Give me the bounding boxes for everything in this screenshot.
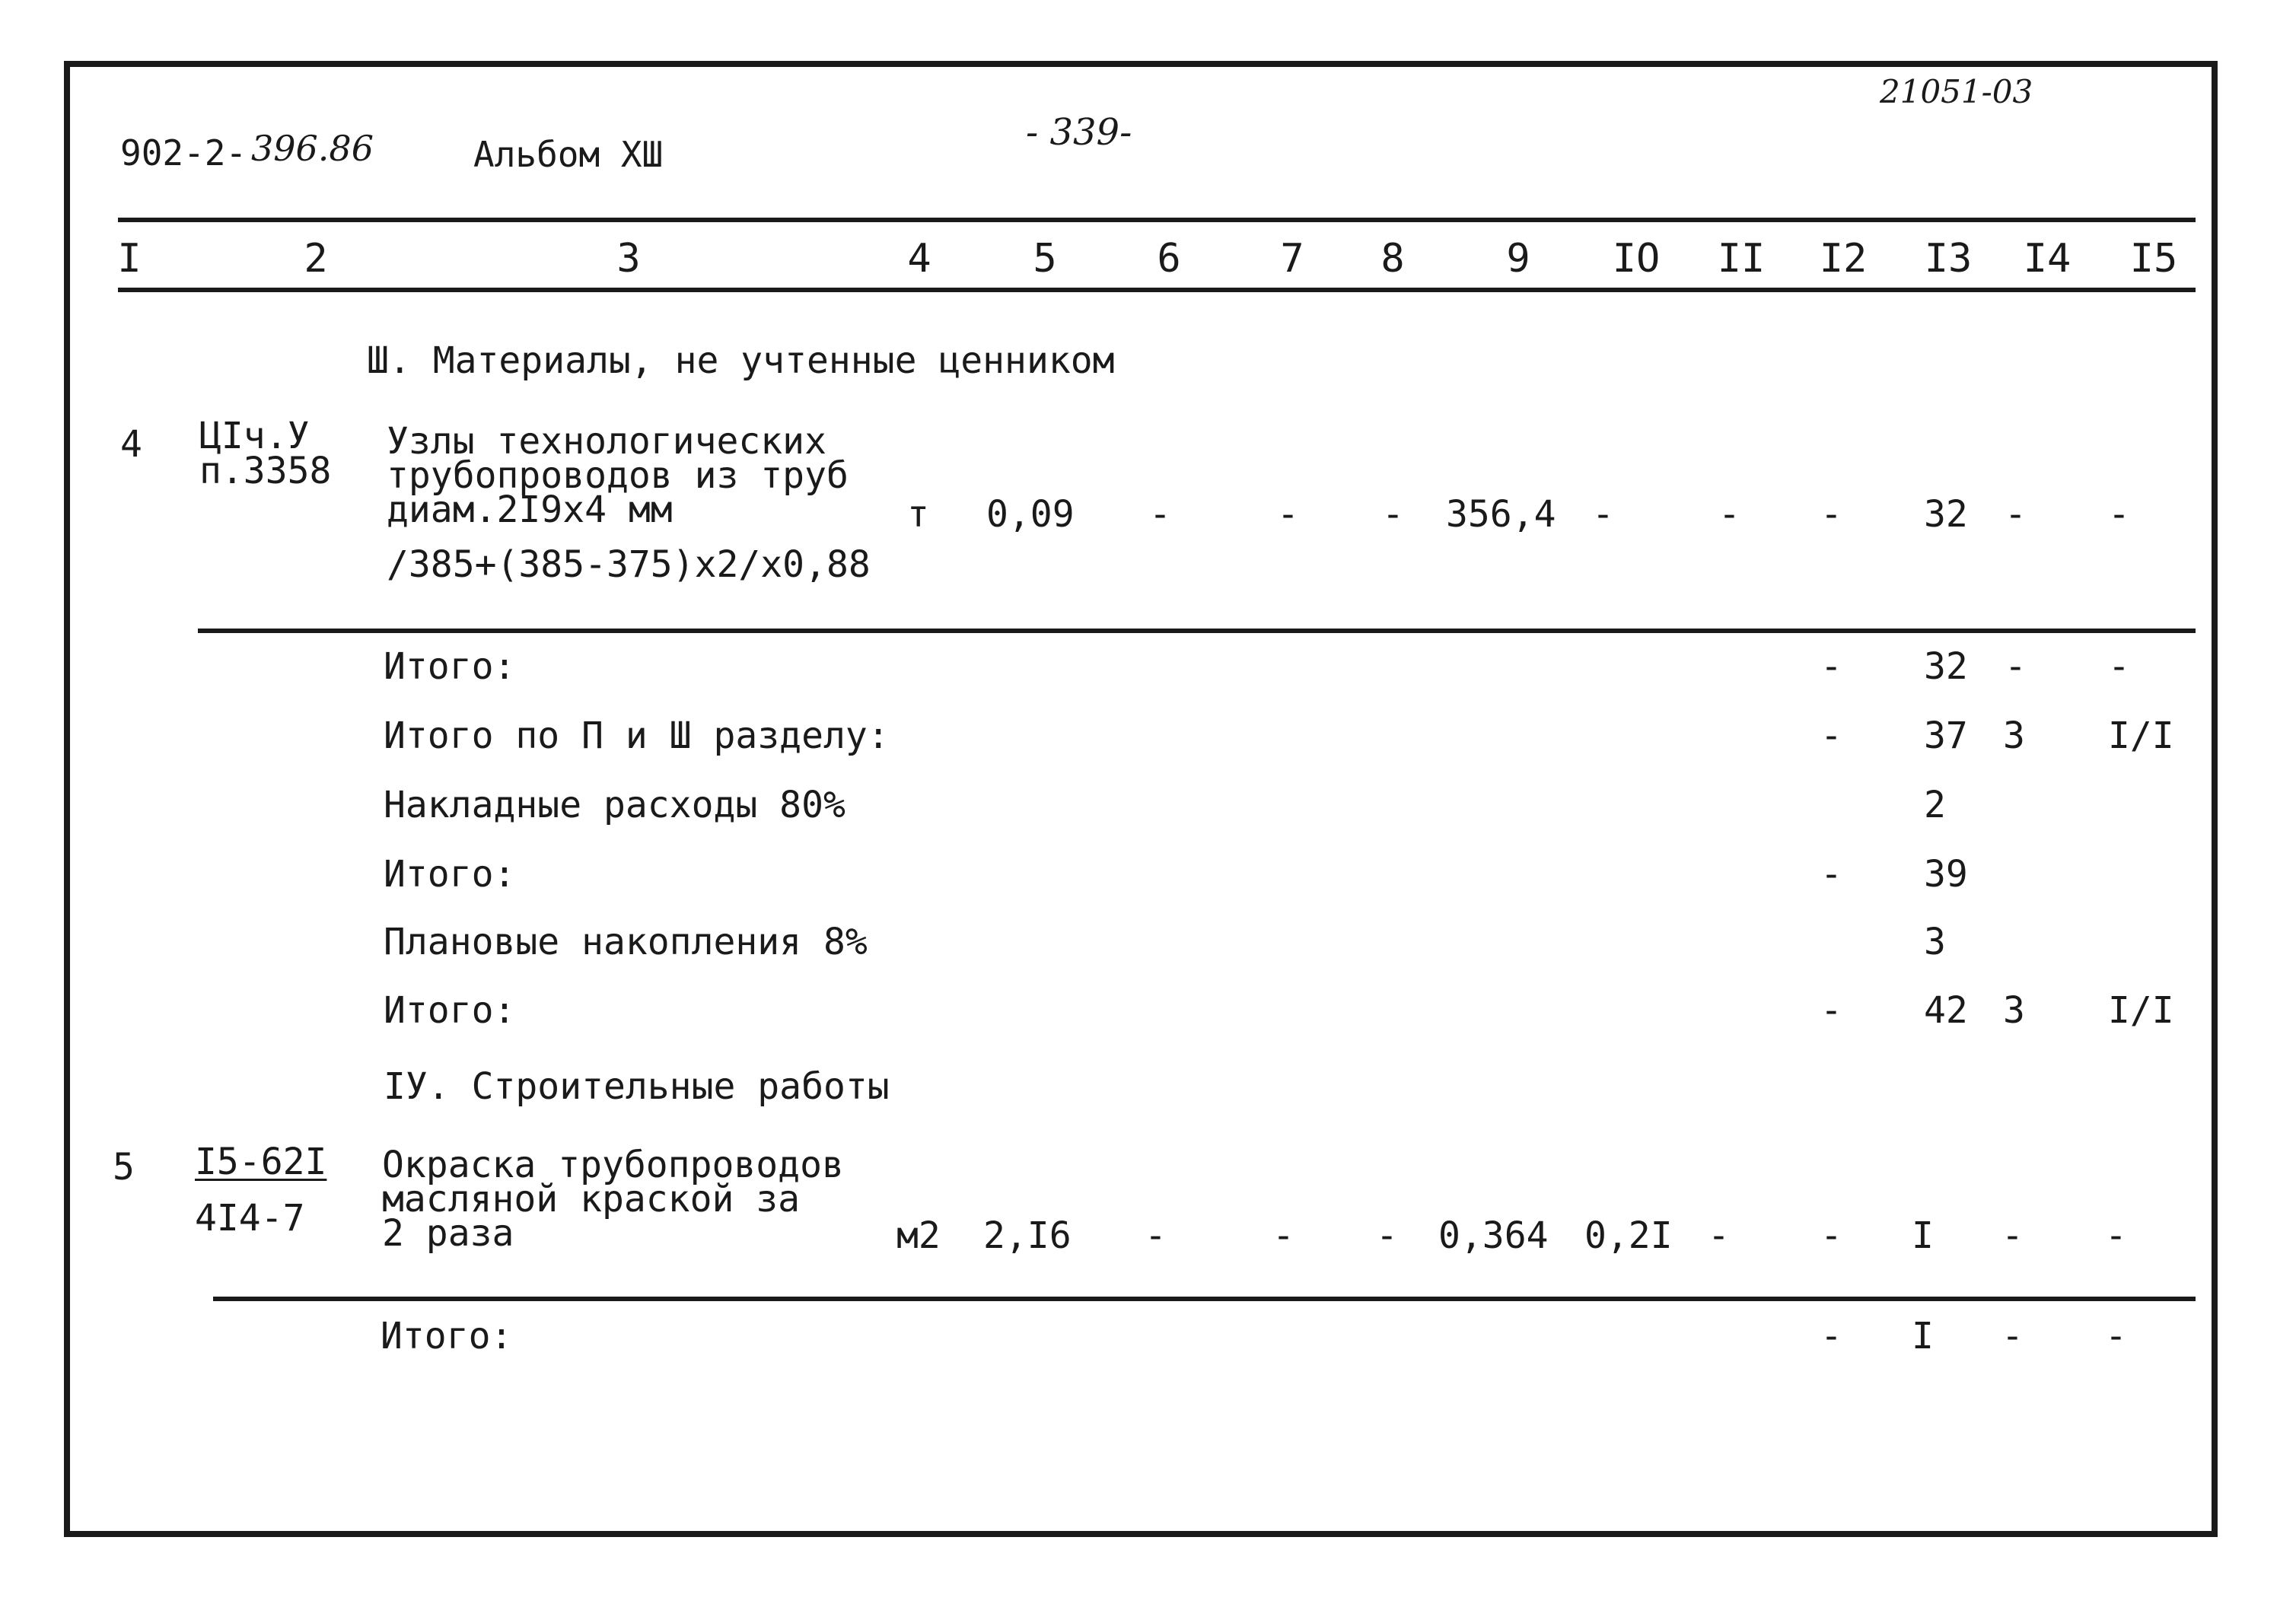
row-5-unit: м2 [896, 1214, 941, 1257]
column-header-4: 4 [907, 236, 931, 282]
total-4-col-13: 39 [1924, 853, 1968, 896]
total-2-col-13: 37 [1924, 714, 1968, 757]
row-5-code-line-1: I5-62I [195, 1141, 327, 1183]
row-4-code-line-1: ЦIч.У [199, 415, 310, 457]
row-4-desc-line-1: Узлы технологических [387, 420, 826, 463]
section-4-rule [213, 1297, 2196, 1301]
row-4-col-10: - [1592, 493, 1614, 536]
total-4-label: Итого: [384, 853, 516, 896]
column-header-14: I4 [2023, 236, 2071, 282]
row-4-col-13: 32 [1924, 493, 1968, 536]
row-4-unit: т [907, 493, 929, 536]
row-4-col-9: 356,4 [1446, 493, 1556, 536]
row-5-col-13: I [1912, 1214, 1934, 1257]
total-1-col-15: - [2108, 645, 2130, 688]
header-rule-top [118, 218, 2196, 222]
row-4-desc-line-4: /385+(385-375)х2/х0,88 [387, 543, 871, 586]
column-header-13: I3 [1924, 236, 1973, 282]
row-4-col-8: - [1382, 493, 1404, 536]
row-5-col-8: - [1376, 1214, 1398, 1257]
total-6-col-15: I/I [2108, 989, 2174, 1032]
row-5-col-5: 2,I6 [983, 1214, 1072, 1257]
page-number: - 339- [1026, 111, 1132, 154]
column-header-7: 7 [1280, 236, 1304, 282]
row-4-desc-line-2: трубопроводов из труб [387, 454, 849, 497]
column-header-8: 8 [1380, 236, 1405, 282]
row-5-col-7: - [1272, 1214, 1294, 1257]
total-5-col-13: 3 [1924, 921, 1946, 963]
total-1-label: Итого: [384, 645, 516, 688]
row-5-code-line-2: 4I4-7 [195, 1197, 305, 1240]
row-5-col-12: - [1820, 1214, 1842, 1257]
column-header-2: 2 [304, 236, 328, 282]
total-3-col-13: 2 [1924, 784, 1946, 826]
section-4-total-col-15: - [2105, 1315, 2127, 1357]
row-4-col-7: - [1277, 493, 1299, 536]
series-number: 396.86 [251, 128, 374, 169]
section-4-total-col-13: I [1912, 1315, 1934, 1357]
row-5-col-10: 0,2I [1584, 1214, 1673, 1257]
row-5-col-11: - [1708, 1214, 1730, 1257]
row-5-col-15: - [2105, 1214, 2127, 1257]
column-header-5: 5 [1033, 236, 1057, 282]
total-1-col-14: - [2005, 645, 2027, 688]
total-6-col-14: 3 [2003, 989, 2025, 1032]
row-4-col-5: 0,09 [986, 493, 1075, 536]
row-4-col-15: - [2108, 493, 2130, 536]
total-2-col-14: 3 [2003, 714, 2025, 757]
row-4-code-line-2: п.3358 [199, 450, 332, 492]
total-2-col-15: I/I [2108, 714, 2174, 757]
section-3-rule [198, 629, 2196, 633]
column-header-10: IO [1612, 236, 1661, 282]
total-3-label: Накладные расходы 80% [384, 784, 845, 826]
row-4-number: 4 [120, 423, 142, 466]
total-6-col-12: - [1820, 989, 1842, 1032]
total-2-label: Итого по П и Ш разделу: [384, 714, 890, 757]
total-1-col-12: - [1820, 645, 1842, 688]
section-4-title: IУ. Строительные работы [384, 1065, 890, 1108]
column-header-6: 6 [1157, 236, 1181, 282]
total-6-col-13: 42 [1924, 989, 1968, 1032]
row-4-col-12: - [1820, 493, 1842, 536]
column-header-12: I2 [1819, 236, 1868, 282]
row-5-desc-line-2: масляной краской за [382, 1178, 801, 1221]
column-header-9: 9 [1506, 236, 1530, 282]
row-5-number: 5 [113, 1146, 135, 1189]
series-prefix: 902-2- [120, 132, 247, 173]
row-5-col-14: - [2001, 1214, 2024, 1257]
row-4-col-14: - [2005, 493, 2027, 536]
header-rule-bottom [118, 288, 2196, 292]
column-header-3: 3 [616, 236, 641, 282]
row-5-col-9: 0,364 [1438, 1214, 1549, 1257]
album-title: Альбом XШ [473, 134, 664, 175]
document-code: 21051-03 [1880, 73, 2033, 110]
section-4-total-col-12: - [1820, 1315, 1842, 1357]
column-header-11: II [1717, 236, 1766, 282]
total-2-col-12: - [1820, 714, 1842, 757]
section-4-total-col-14: - [2001, 1315, 2024, 1357]
total-6-label: Итого: [384, 989, 516, 1032]
total-4-col-12: - [1820, 853, 1842, 896]
row-5-desc-line-3: 2 раза [382, 1212, 514, 1255]
row-4-desc-line-3: диам.2I9х4 мм [387, 489, 673, 531]
row-4-col-6: - [1149, 493, 1171, 536]
row-5-col-6: - [1145, 1214, 1167, 1257]
row-4-col-11: - [1718, 493, 1740, 536]
section-4-total-label: Итого: [381, 1315, 513, 1357]
section-3-title: Ш. Материалы, не учтенные ценником [367, 339, 1115, 382]
total-1-col-13: 32 [1924, 645, 1968, 688]
row-5-desc-line-1: Окраска трубопроводов [382, 1144, 844, 1186]
column-header-1: I [117, 236, 142, 282]
column-header-15: I5 [2129, 236, 2178, 282]
total-5-label: Плановые накопления 8% [384, 921, 868, 963]
